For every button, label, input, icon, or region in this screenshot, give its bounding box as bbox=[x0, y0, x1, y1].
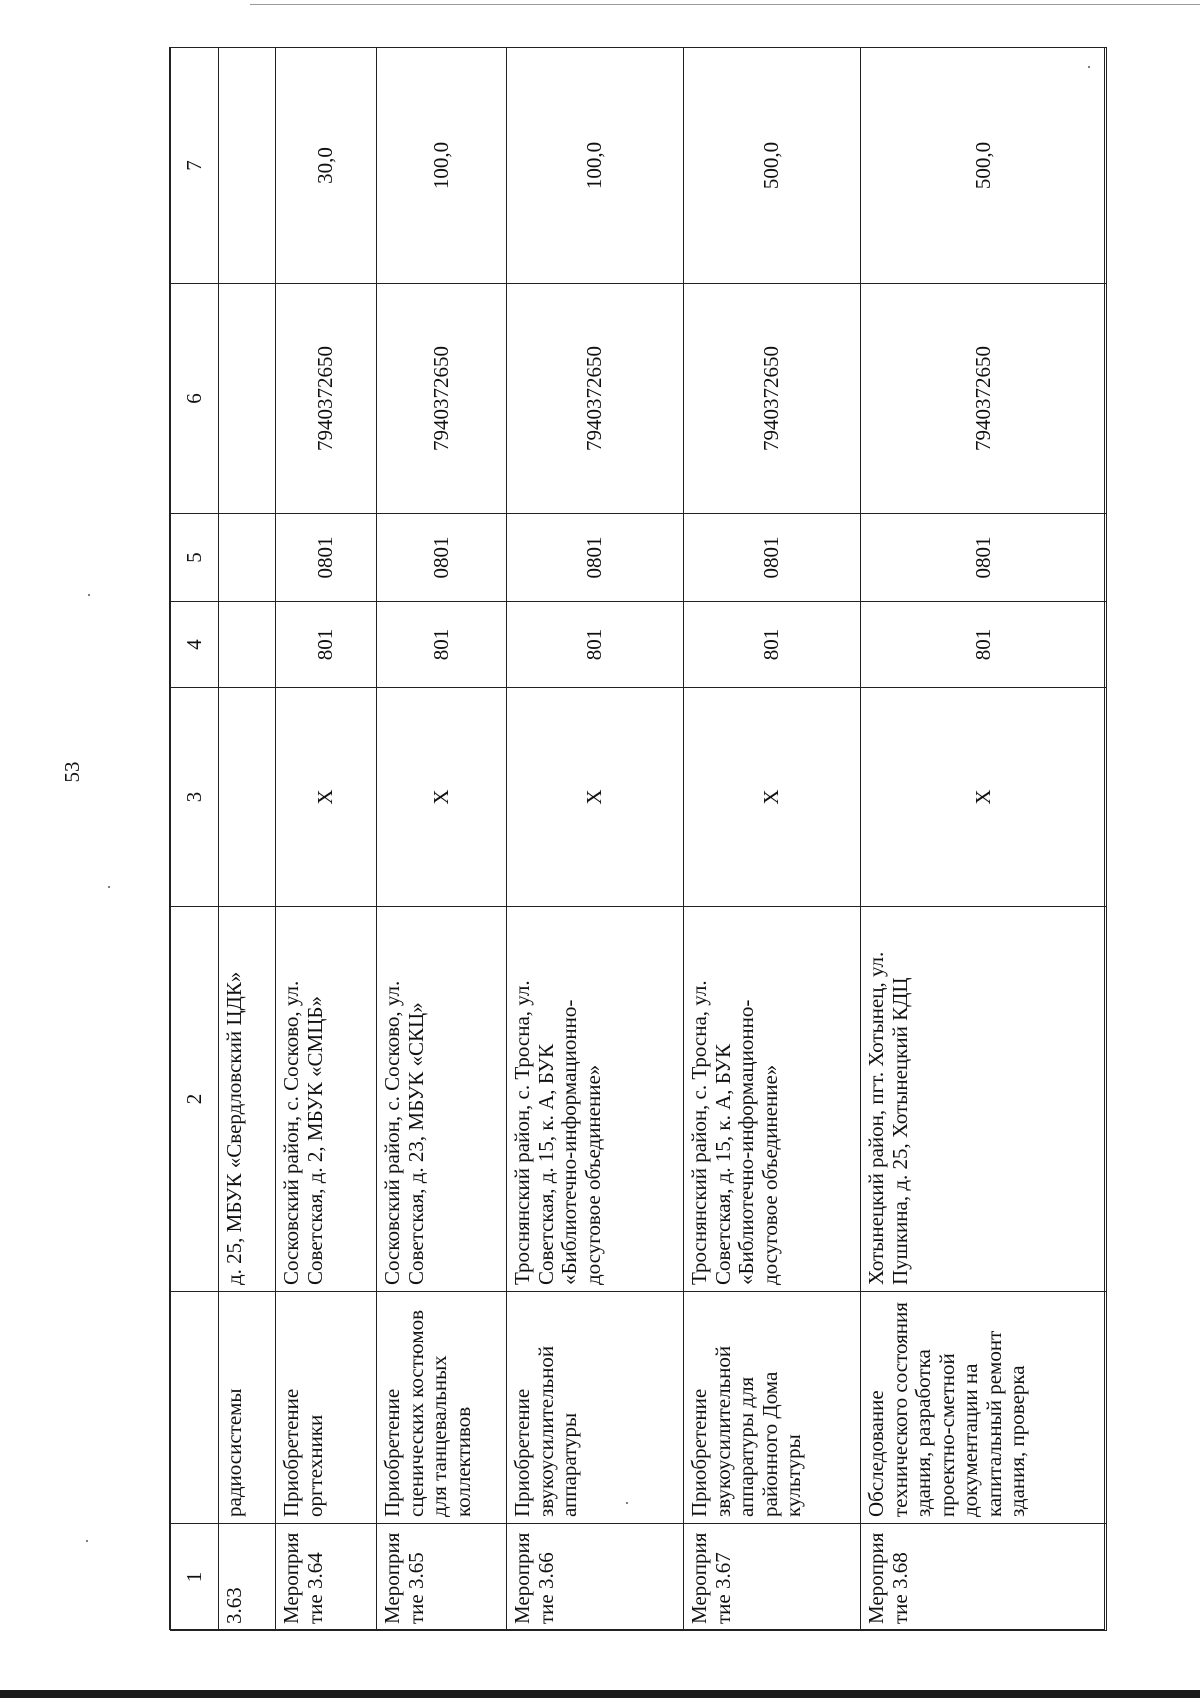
row-number-cell: Мероприятие 3.64 bbox=[276, 1524, 377, 1631]
budget-table bbox=[170, 47, 1107, 1631]
code-cell: 7940372650 bbox=[507, 284, 684, 514]
action-cell: Приобретение оргтехники bbox=[276, 1292, 377, 1524]
code-cell: 7940372650 bbox=[684, 284, 861, 514]
header-cell: 3 bbox=[171, 688, 219, 907]
table-row bbox=[507, 48, 684, 1631]
code-cell: X bbox=[684, 688, 861, 907]
scan-speck bbox=[86, 1540, 88, 1542]
scan-speck bbox=[88, 594, 90, 596]
amount-cell: 100,0 bbox=[507, 48, 684, 284]
code-cell bbox=[219, 284, 276, 514]
scan-bottom-border bbox=[0, 1690, 1200, 1698]
table-row bbox=[861, 48, 1107, 1631]
header-cell: 2 bbox=[171, 907, 219, 1292]
code-cell: 7940372650 bbox=[377, 284, 507, 514]
code-cell: 0801 bbox=[861, 514, 1107, 602]
table-row bbox=[219, 48, 276, 1631]
code-cell: 801 bbox=[507, 602, 684, 688]
code-cell: 7940372650 bbox=[861, 284, 1107, 514]
budget-table-frame bbox=[169, 47, 1105, 1630]
code-cell: X bbox=[276, 688, 377, 907]
code-cell bbox=[219, 514, 276, 602]
code-cell: 801 bbox=[377, 602, 507, 688]
table-row bbox=[377, 48, 507, 1631]
amount-cell: 500,0 bbox=[684, 48, 861, 284]
table-header-row bbox=[171, 48, 219, 1631]
header-cell: 6 bbox=[171, 284, 219, 514]
address-cell: Сосковский район, с. Сосково, ул. Советская, д. 23, МБУК «СКЦ» bbox=[377, 907, 507, 1292]
code-cell bbox=[219, 688, 276, 907]
row-number-cell: Мероприятие 3.68 bbox=[861, 1524, 1107, 1631]
action-cell: Приобретение сценических костюмов для танцевальных коллективов bbox=[377, 1292, 507, 1524]
address-cell: д. 25, МБУК «Свердловский ЦДК» bbox=[219, 907, 276, 1292]
row-number-cell: Мероприятие 3.67 bbox=[684, 1524, 861, 1631]
code-cell: X bbox=[507, 688, 684, 907]
code-cell: X bbox=[377, 688, 507, 907]
scan-edge-line bbox=[250, 4, 1200, 5]
header-cell: 7 bbox=[171, 48, 219, 284]
action-cell: Обследование технического состояния здания, разработка проектно-сметной документации на капитальный ремонт здания, проверка bbox=[861, 1292, 1107, 1524]
code-cell: 801 bbox=[861, 602, 1107, 688]
code-cell: 7940372650 bbox=[276, 284, 377, 514]
address-cell: Сосковский район, с. Сосково, ул. Советская, д. 2, МБУК «СМЦБ» bbox=[276, 907, 377, 1292]
code-cell: 0801 bbox=[377, 514, 507, 602]
table-row bbox=[276, 48, 377, 1631]
code-cell: 801 bbox=[684, 602, 861, 688]
address-cell: Троснянский район, с. Тросна, ул. Советская, д. 15, к. А, БУК «Библиотечно-информационно-досуговое объединение» bbox=[507, 907, 684, 1292]
scan-speck bbox=[108, 886, 110, 888]
amount-cell: 30,0 bbox=[276, 48, 377, 284]
code-cell: 0801 bbox=[684, 514, 861, 602]
rotated-table-container bbox=[170, 48, 1106, 1631]
header-cell bbox=[171, 1292, 219, 1524]
action-cell: Приобретение звукоусилительной аппаратуры для районного Дома культуры bbox=[684, 1292, 861, 1524]
code-cell: 0801 bbox=[276, 514, 377, 602]
action-cell: Приобретение звукоусилительной аппаратуры bbox=[507, 1292, 684, 1524]
amount-cell: 500,0 bbox=[861, 48, 1107, 284]
row-number-cell: Мероприятие 3.66 bbox=[507, 1524, 684, 1631]
page-number: 53 bbox=[60, 761, 84, 783]
header-cell: 4 bbox=[171, 602, 219, 688]
code-cell: X bbox=[861, 688, 1107, 907]
header-cell: 5 bbox=[171, 514, 219, 602]
address-cell: Троснянский район, с. Тросна, ул. Советская, д. 15, к. А, БУК «Библиотечно-информационно-досуговое объединение» bbox=[684, 907, 861, 1292]
table-row bbox=[684, 48, 861, 1631]
code-cell: 0801 bbox=[507, 514, 684, 602]
code-cell: 801 bbox=[276, 602, 377, 688]
code-cell bbox=[219, 602, 276, 688]
header-cell: 1 bbox=[171, 1524, 219, 1631]
amount-cell: 100,0 bbox=[377, 48, 507, 284]
address-cell: Хотынецкий район, пгт. Хотынец, ул. Пушкина, д. 25, Хотынецкий КДЦ bbox=[861, 907, 1107, 1292]
row-number-cell: Мероприятие 3.65 bbox=[377, 1524, 507, 1631]
row-number-cell: 3.63 bbox=[219, 1524, 276, 1631]
action-cell: радиосистемы bbox=[219, 1292, 276, 1524]
amount-cell bbox=[219, 48, 276, 284]
